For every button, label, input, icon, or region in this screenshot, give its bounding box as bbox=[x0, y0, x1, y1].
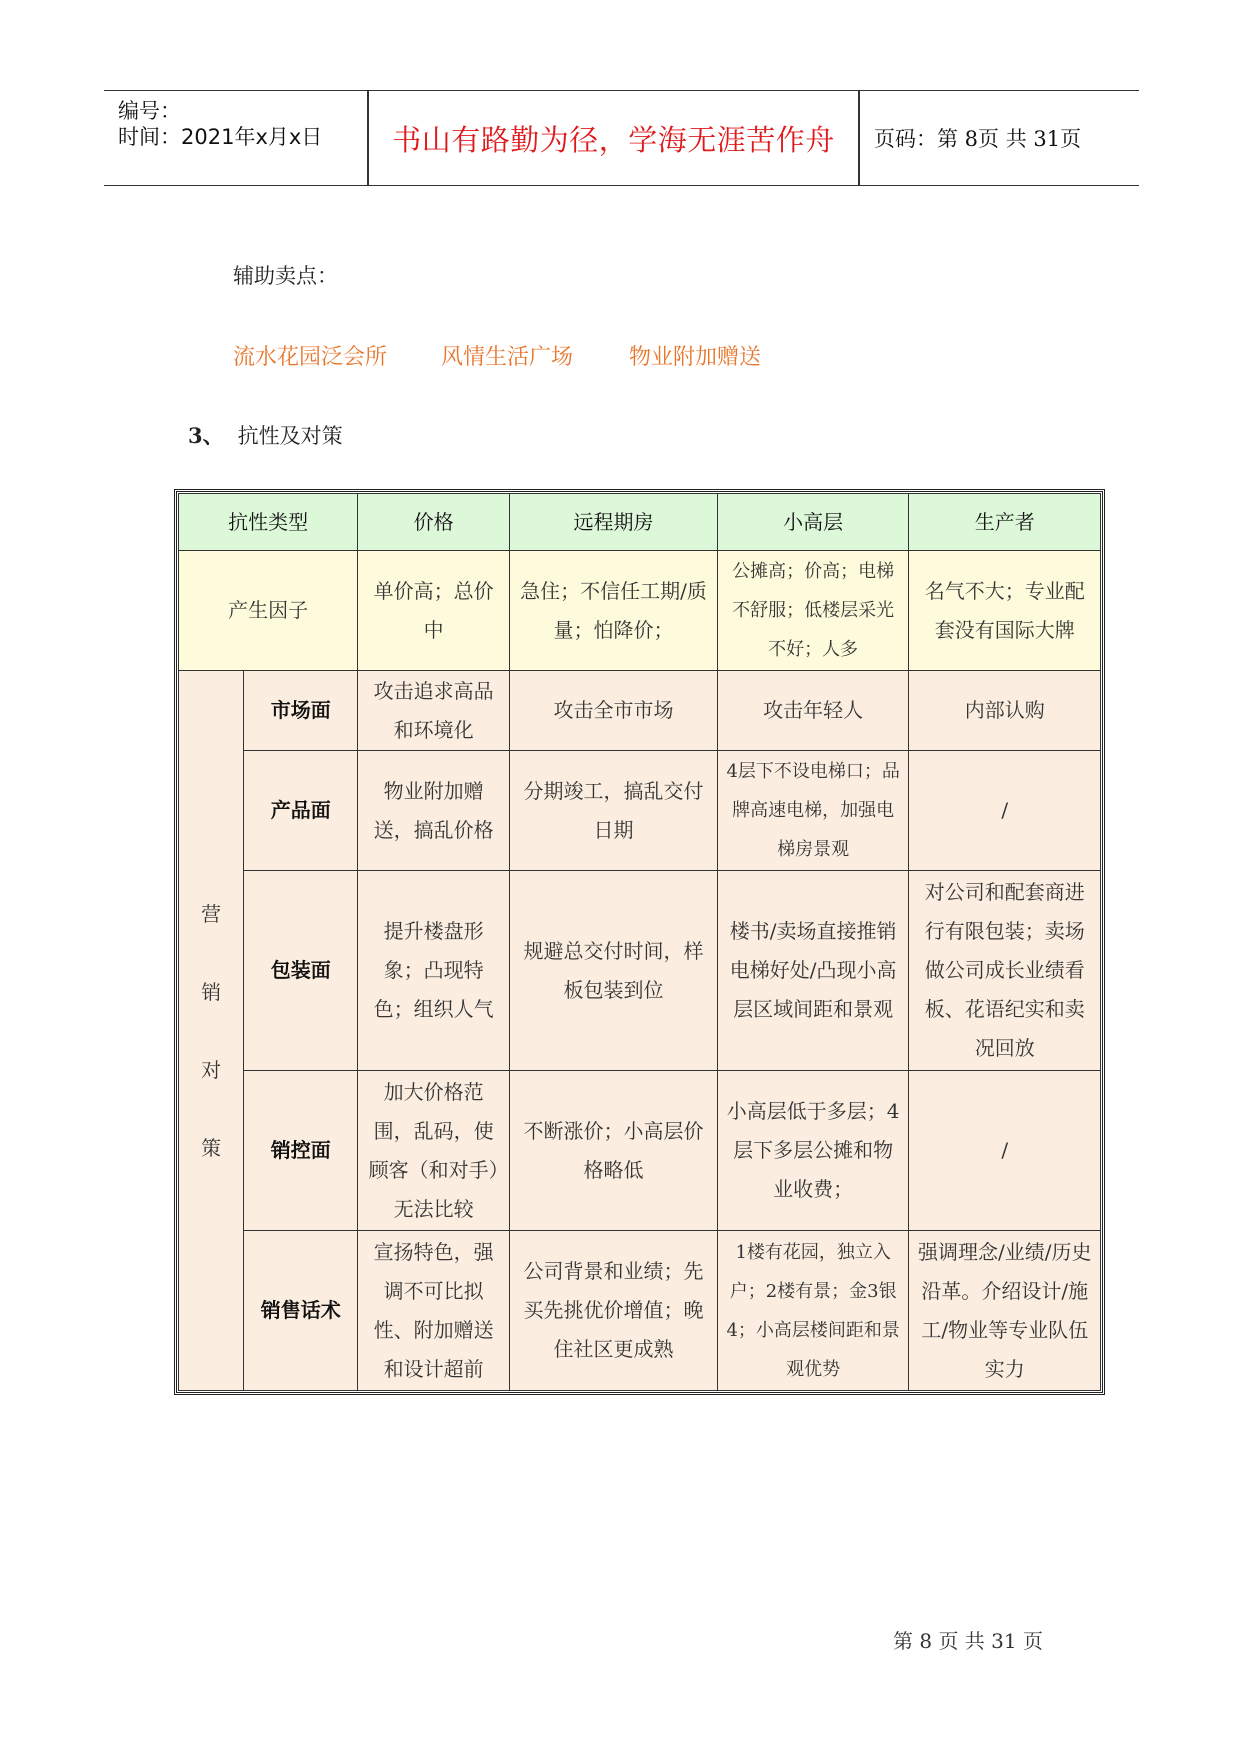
table-cell: / bbox=[909, 751, 1101, 871]
table-cell: 强调理念/业绩/历史沿革。介绍设计/施工/物业等专业队伍实力 bbox=[909, 1231, 1101, 1391]
aux-points-title: 辅助卖点： bbox=[233, 264, 338, 288]
table-header-row bbox=[179, 494, 1101, 551]
selling-points bbox=[233, 340, 761, 371]
group-label-char: 策 bbox=[201, 1135, 222, 1160]
resistance-table bbox=[174, 489, 1105, 1395]
group-label-marketing bbox=[179, 671, 244, 1391]
row-label: 产生因子 bbox=[179, 551, 358, 671]
table-header-cell: 生产者 bbox=[909, 494, 1101, 551]
header-page-label: 页码：第 8页 共 31页 bbox=[874, 127, 1082, 151]
table-cell: 内部认购 bbox=[909, 671, 1101, 751]
row-label: 销控面 bbox=[244, 1071, 358, 1231]
header-meta bbox=[118, 91, 368, 185]
document-time-label: 时间：2021年x月x日 bbox=[118, 125, 323, 149]
table-cell: 分期竣工，搞乱交付日期 bbox=[510, 751, 718, 871]
table-row bbox=[179, 1071, 1101, 1231]
selling-point: 流水花园泛会所 bbox=[233, 345, 388, 370]
header-divider bbox=[858, 91, 860, 185]
table-row bbox=[179, 871, 1101, 1071]
section-title: 抗性及对策 bbox=[237, 424, 343, 448]
table-cell: 公司背景和业绩；先买先挑优价增值；晚住社区更成熟 bbox=[510, 1231, 718, 1391]
page-footer: 第 8 页 共 31 页 bbox=[893, 1629, 1043, 1653]
table-cell: 物业附加赠送，搞乱价格 bbox=[358, 751, 510, 871]
table-row bbox=[179, 751, 1101, 871]
table-row bbox=[179, 1231, 1101, 1391]
selling-point: 物业附加赠送 bbox=[629, 345, 762, 370]
table-header-cell: 远程期房 bbox=[510, 494, 718, 551]
table-header-cell: 小高层 bbox=[717, 494, 909, 551]
table-cell: 急住；不信任工期/质量；怕降价； bbox=[510, 551, 718, 671]
table-cell: 1楼有花园，独立入户；2楼有景；金3银4；小高层楼间距和景观优势 bbox=[717, 1231, 909, 1391]
table-cell: 名气不大；专业配套没有国际大牌 bbox=[909, 551, 1101, 671]
page-header bbox=[104, 90, 1139, 186]
group-label-char: 对 bbox=[201, 1057, 222, 1082]
table-cell: / bbox=[909, 1071, 1101, 1231]
document-number-label: 编号： bbox=[118, 99, 181, 123]
table-row bbox=[179, 671, 1101, 751]
table-cell: 公摊高；价高；电梯不舒服；低楼层采光不好；人多 bbox=[717, 551, 909, 671]
row-label: 市场面 bbox=[244, 671, 358, 751]
table-cell: 规避总交付时间，样板包装到位 bbox=[510, 871, 718, 1071]
table-cell: 攻击追求高品和环境化 bbox=[358, 671, 510, 751]
table-cell: 提升楼盘形象；凸现特色；组织人气 bbox=[358, 871, 510, 1071]
table-cell: 不断涨价；小高层价格略低 bbox=[510, 1071, 718, 1231]
table-cell: 宣扬特色，强调不可比拟性、附加赠送和设计超前 bbox=[358, 1231, 510, 1391]
section-number: 3、 bbox=[188, 423, 224, 448]
section-heading bbox=[188, 420, 343, 450]
table-cell: 攻击年轻人 bbox=[717, 671, 909, 751]
row-label: 产品面 bbox=[244, 751, 358, 871]
table-header-cell: 价格 bbox=[358, 494, 510, 551]
table-cell: 加大价格范围，乱码，使顾客（和对手）无法比较 bbox=[358, 1071, 510, 1231]
table-cell: 小高层低于多层；4层下多层公摊和物业收费； bbox=[717, 1071, 909, 1231]
row-label: 销售话术 bbox=[244, 1231, 358, 1391]
row-label: 包装面 bbox=[244, 871, 358, 1071]
table-cell: 单价高；总价中 bbox=[358, 551, 510, 671]
table-cell: 攻击全市市场 bbox=[510, 671, 718, 751]
group-label-char: 营 bbox=[201, 901, 222, 926]
group-label-char: 销 bbox=[201, 979, 222, 1004]
header-motto: 书山有路勤为径，学海无涯苦作舟 bbox=[392, 122, 835, 157]
table-cell: 4层下不设电梯口；品牌高速电梯，加强电梯房景观 bbox=[717, 751, 909, 871]
table-header-cell: 抗性类型 bbox=[179, 494, 358, 551]
table-cell: 楼书/卖场直接推销电梯好处/凸现小高层区域间距和景观 bbox=[717, 871, 909, 1071]
selling-point: 风情生活广场 bbox=[441, 345, 574, 370]
table-cell: 对公司和配套商进行有限包装；卖场做公司成长业绩看板、花语纪实和卖况回放 bbox=[909, 871, 1101, 1071]
table-row bbox=[179, 551, 1101, 671]
